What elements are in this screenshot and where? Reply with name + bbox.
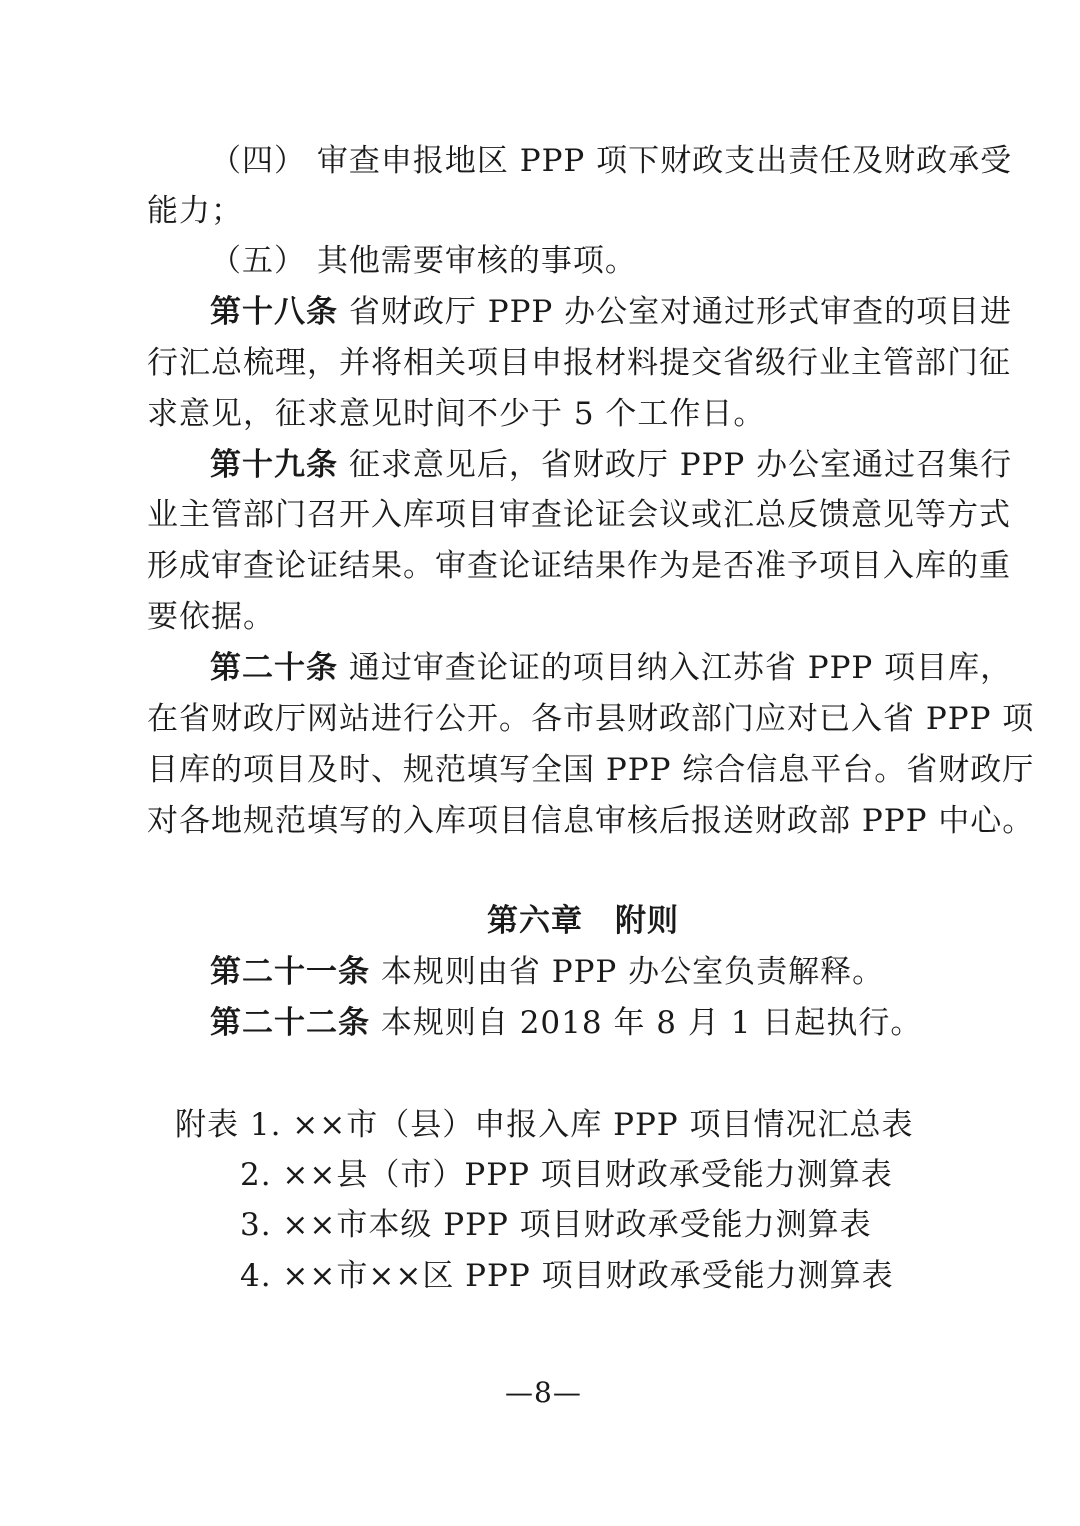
- attachment-2: 2. ××县（市）PPP 项目财政承受能力测算表: [240, 1157, 893, 1193]
- attachment-4: 4. ××市××区 PPP 项目财政承受能力测算表: [240, 1258, 894, 1294]
- article-19-line-2: 业主管部门召开入库项目审查论证会议或汇总反馈意见等方式: [147, 497, 1011, 533]
- attachment-1: 附表 1. ××市（县）申报入库 PPP 项目情况汇总表: [175, 1107, 914, 1143]
- article-22-text: 本规则自 2018 年 8 月 1 日起执行。: [370, 1005, 923, 1041]
- article-20-heading: 第二十条: [210, 650, 338, 686]
- article-18-text-1: 省财政厅 PPP 办公室对通过形式审查的项目进: [338, 294, 1013, 330]
- item-4-line-1: （四） 审查申报地区 PPP 项下财政支出责任及财政承受: [210, 143, 1013, 179]
- attachment-3: 3. ××市本级 PPP 项目财政承受能力测算表: [240, 1207, 872, 1243]
- article-19-heading: 第十九条: [210, 447, 338, 483]
- article-18-heading: 第十八条: [210, 294, 338, 330]
- article-18-line-1: [210, 291, 1013, 333]
- article-21: [210, 951, 884, 993]
- item-5: （五） 其他需要审核的事项。: [210, 243, 637, 279]
- article-22-heading: 第二十二条: [210, 1005, 370, 1041]
- article-22: [210, 1002, 922, 1044]
- article-20-line-2: 在省财政厅网站进行公开。各市县财政部门应对已入省 PPP 项: [147, 701, 1035, 737]
- article-20-line-3: 目库的项目及时、规范填写全国 PPP 综合信息平台。省财政厅: [147, 752, 1035, 788]
- article-18-line-3: 求意见，征求意见时间不少于 5 个工作日。: [147, 396, 766, 432]
- article-20-text-1: 通过审查论证的项目纳入江苏省 PPP 项目库，: [338, 650, 1013, 686]
- article-20-line-1: [210, 647, 1013, 689]
- article-18-line-2: 行汇总梳理，并将相关项目申报材料提交省级行业主管部门征: [147, 345, 1011, 381]
- article-19-line-1: [210, 444, 1013, 486]
- article-20-line-4: 对各地规范填写的入库项目信息审核后报送财政部 PPP 中心。: [147, 803, 1035, 839]
- article-19-text-1: 征求意见后，省财政厅 PPP 办公室通过召集行: [338, 447, 1013, 483]
- article-19-line-4: 要依据。: [147, 599, 275, 635]
- article-21-heading: 第二十一条: [210, 954, 370, 990]
- article-21-text: 本规则由省 PPP 办公室负责解释。: [370, 954, 885, 990]
- article-19-line-3: 形成审查论证结果。审查论证结果作为是否准予项目入库的重: [147, 548, 1011, 584]
- page-number: —8—: [505, 1376, 582, 1409]
- item-4-line-2: 能力；: [147, 193, 243, 229]
- chapter-heading: 第六章 附则: [487, 903, 679, 939]
